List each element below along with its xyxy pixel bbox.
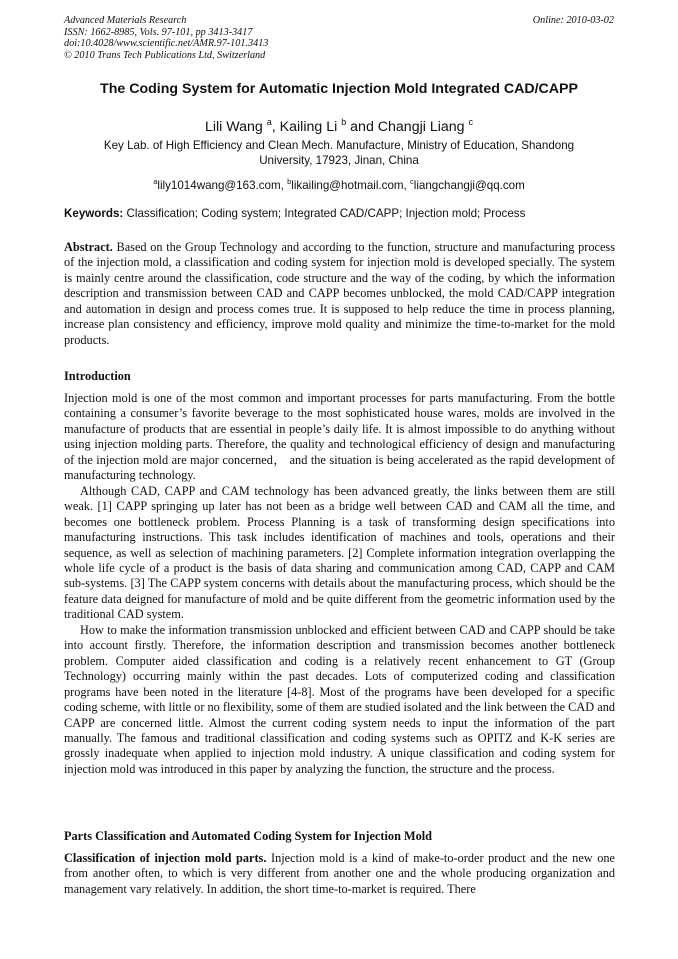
subsection-label: Classification of injection mold parts. bbox=[64, 851, 267, 865]
journal-copyright: © 2010 Trans Tech Publications Ltd, Switzerland bbox=[64, 49, 266, 61]
email-mark: b bbox=[287, 177, 292, 186]
email-address: likailing@hotmail.com, bbox=[291, 179, 410, 192]
email-list bbox=[40, 175, 638, 193]
section-body bbox=[64, 851, 615, 897]
abstract bbox=[64, 240, 615, 348]
keywords-label: Keywords: bbox=[64, 207, 124, 220]
author-name: Changji Liang bbox=[377, 119, 465, 135]
paper-title: The Coding System for Automatic Injection Mold Integrated CAD/CAPP bbox=[100, 81, 578, 97]
journal-name: Advanced Materials Research bbox=[64, 15, 187, 26]
author-affil-mark: a bbox=[266, 117, 272, 127]
author-list bbox=[30, 113, 648, 136]
introduction-body bbox=[64, 391, 615, 777]
author-affil-mark: c bbox=[468, 117, 474, 127]
email-mark: c bbox=[410, 177, 414, 186]
online-date: Online: 2010-03-02 bbox=[532, 15, 614, 26]
journal-issn: ISSN: 1662-8985, Vols. 97-101, pp 3413-3417 bbox=[64, 26, 253, 38]
abstract-text: Based on the Group Technology and according to the function, structure and manufacturing process of the injection mold, a classification and coding system for injection mold is developed specially. The system is mainly centre around the classification, code structure and the way of the coding, by which the information description and transmission between CAD and CAPP becomes unblocked, the mold CAD/CAPP integration and automation in design and process comes true. It is supposed to help reduce the time in process planning, increase plan consistency and efficiency, improve mold quality and minimize the time-to-market for the mold products. bbox=[64, 240, 615, 347]
abstract-label: Abstract. bbox=[64, 240, 113, 254]
author-name: Lili Wang bbox=[204, 119, 263, 135]
journal-doi: doi:10.4028/www.scientific.net/AMR.97-101.3413 bbox=[64, 38, 269, 50]
email-address: lily1014wang@163.com, bbox=[157, 179, 288, 192]
author-separator: , bbox=[271, 119, 280, 135]
paragraph: Injection mold is one of the most common and important processes for parts manufacturing. From the bottle containing a consumer’s favorite beverage to the most sophisticated house wares, molds are involved in the manufacture of products that are essential in people’s daily life. It is almost impossible to do anything without using injection molding parts. Therefore, the quality and technological efficiency of design and manufacturing of the injection mold are major concerned， and the situation is being accelerated as the rapid development of manufacturing technology. bbox=[64, 391, 615, 483]
author-separator: and bbox=[346, 119, 378, 135]
section-text: Injection mold is a kind of make-to-order product and the new one from another often, to which is very different from another one and the whole producing organization and management vary relatively. In addition, the short time-to-market is required. There bbox=[64, 851, 615, 896]
journal-header bbox=[64, 15, 268, 61]
email-address: liangchangji@qq.com bbox=[413, 179, 525, 192]
author-name: Kailing Li bbox=[279, 119, 338, 135]
section-heading: Parts Classification and Automated Coding System for Injection Mold bbox=[64, 829, 432, 843]
affiliation: Key Lab. of High Efficiency and Clean Mech. Manufacture, Ministry of Education, Shandong University, 17923, Jinan, China bbox=[103, 139, 575, 167]
email-mark: a bbox=[153, 177, 158, 186]
paragraph: How to make the information transmission unblocked and efficient between CAD and CAPP should be take into account firstly. Therefore, the information description and transmission becomes another bottleneck problem. Computer aided classification and coding is a relatively recent enhancement to GT (Group Technology) occurring mainly within the past decades. Lots of computerized coding and classification programs have been noted in the literature [4-8]. Most of the programs have been developed for a specific coding scheme, with little or no flexibility, some of them are studied isolated and the link between the CAD and CAPP are concerned little. Almost the current coding system needs to input the information of the part manually. The famous and traditional classification and coding systems such as OPITZ and K-K series are grossly inadequate when applied to injection mold industry. A unique classification and coding system for injection mold was introduced in this paper by analyzing the function, the structure and the process. bbox=[64, 622, 615, 776]
author-affil-mark: b bbox=[341, 117, 347, 127]
introduction-heading: Introduction bbox=[64, 369, 131, 383]
keywords-text: Classification; Coding system; Integrated CAD/CAPP; Injection mold; Process bbox=[123, 207, 526, 220]
keywords bbox=[64, 207, 614, 221]
paragraph: Although CAD, CAPP and CAM technology has been advanced greatly, the links between them are still weak. [1] CAPP springing up later has not been as a bridge well between CAD and CAM all the time, and becomes one bottleneck problem. Process Planning is a task of transforming design specifications into manufacturing instructions. This task includes identification of machines and tools, operations and their sequence, as well as selection of machining parameters. [2] Complete information integration overlapping the whole life cycle of a product is the basis of data sharing and communication among CAD, CAPP and CAM sub-systems. [3] The CAPP system concerns with details about the manufacturing process, which should be the feature data deigned for manufacture of mold and be quite different from the geometric information used by the traditional CAD system. bbox=[64, 483, 615, 622]
